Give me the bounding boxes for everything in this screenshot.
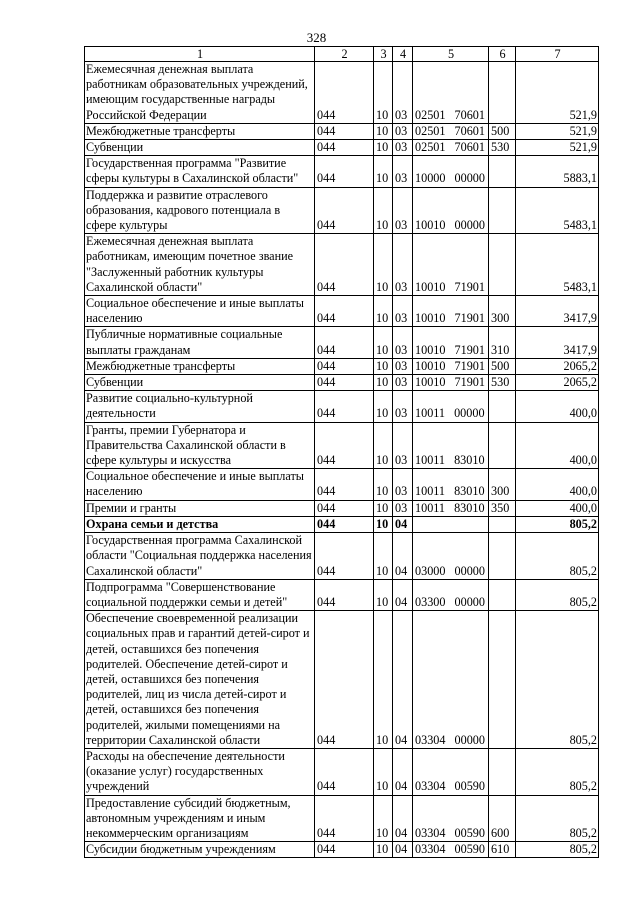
table-row bbox=[85, 327, 599, 358]
row-code-cell: 044 bbox=[315, 391, 374, 422]
row-subsection-cell: 04 bbox=[393, 533, 413, 580]
row-amount-cell: 805,2 bbox=[516, 579, 599, 610]
row-code-cell: 044 bbox=[315, 516, 374, 532]
row-expense-type-cell bbox=[489, 156, 516, 187]
page-number: 328 bbox=[306, 30, 327, 45]
row-section-cell: 10 bbox=[374, 516, 393, 532]
header-row bbox=[85, 47, 599, 62]
row-subsection-cell: 03 bbox=[393, 140, 413, 156]
table-row bbox=[85, 296, 599, 327]
table-row bbox=[85, 375, 599, 391]
row-subsection-cell: 03 bbox=[393, 422, 413, 469]
row-target-item-cell: 10010 71901 bbox=[413, 375, 489, 391]
row-name-cell: Государственная программа "Развитие сферы культуры в Сахалинской области" bbox=[85, 156, 315, 187]
row-section-cell: 10 bbox=[374, 358, 393, 374]
row-amount-cell: 400,0 bbox=[516, 500, 599, 516]
row-expense-type-cell bbox=[489, 391, 516, 422]
row-target-item-cell: 10010 00000 bbox=[413, 187, 489, 234]
row-target-item-cell: 10010 71901 bbox=[413, 234, 489, 296]
row-expense-type-cell bbox=[489, 611, 516, 749]
row-section-cell: 10 bbox=[374, 422, 393, 469]
row-section-cell: 10 bbox=[374, 234, 393, 296]
row-amount-cell: 521,9 bbox=[516, 123, 599, 139]
row-target-item-cell: 10010 71901 bbox=[413, 358, 489, 374]
row-expense-type-cell bbox=[489, 748, 516, 795]
row-subsection-cell: 04 bbox=[393, 579, 413, 610]
row-code-cell: 044 bbox=[315, 842, 374, 858]
row-expense-type-cell bbox=[489, 579, 516, 610]
row-target-item-cell: 10010 71901 bbox=[413, 296, 489, 327]
row-code-cell: 044 bbox=[315, 234, 374, 296]
row-subsection-cell: 03 bbox=[393, 234, 413, 296]
row-section-cell: 10 bbox=[374, 500, 393, 516]
row-name-cell: Социальное обеспечение и иные выплаты населению bbox=[85, 296, 315, 327]
row-code-cell: 044 bbox=[315, 795, 374, 842]
table-row bbox=[85, 62, 599, 124]
row-name-cell: Субвенции bbox=[85, 375, 315, 391]
row-expense-type-cell: 500 bbox=[489, 358, 516, 374]
table-row bbox=[85, 842, 599, 858]
row-code-cell: 044 bbox=[315, 140, 374, 156]
row-section-cell: 10 bbox=[374, 533, 393, 580]
table-row bbox=[85, 611, 599, 749]
row-amount-cell: 5483,1 bbox=[516, 187, 599, 234]
row-code-cell: 044 bbox=[315, 187, 374, 234]
table-row bbox=[85, 123, 599, 139]
row-name-cell: Государственная программа Сахалинской области "Социальная поддержка населения Сахалинской области" bbox=[85, 533, 315, 580]
row-subsection-cell: 03 bbox=[393, 187, 413, 234]
row-target-item-cell: 03300 00000 bbox=[413, 579, 489, 610]
row-expense-type-cell bbox=[489, 422, 516, 469]
row-section-cell: 10 bbox=[374, 327, 393, 358]
row-amount-cell: 3417,9 bbox=[516, 296, 599, 327]
row-name-cell: Межбюджетные трансферты bbox=[85, 123, 315, 139]
row-target-item-cell: 10010 71901 bbox=[413, 327, 489, 358]
header-cell: 2 bbox=[315, 47, 374, 62]
row-subsection-cell: 03 bbox=[393, 358, 413, 374]
row-name-cell: Обеспечение своевременной реализации социальных прав и гарантий детей-сирот и детей, оставшихся без попечения родителей. Обеспечение детей-сирот и детей, оставшихся без попечения родителей, лиц из числа детей-сирот и детей, оставшихся без попечения родителей, жилыми помещениями на территории Сахалинской области bbox=[85, 611, 315, 749]
row-target-item-cell: 10000 00000 bbox=[413, 156, 489, 187]
row-target-item-cell: 03304 00590 bbox=[413, 842, 489, 858]
row-amount-cell: 400,0 bbox=[516, 469, 599, 500]
table-row bbox=[85, 469, 599, 500]
header-cell: 5 bbox=[413, 47, 489, 62]
row-section-cell: 10 bbox=[374, 579, 393, 610]
row-code-cell: 044 bbox=[315, 62, 374, 124]
row-target-item-cell: 02501 70601 bbox=[413, 123, 489, 139]
row-expense-type-cell: 310 bbox=[489, 327, 516, 358]
row-target-item-cell bbox=[413, 516, 489, 532]
row-code-cell: 044 bbox=[315, 422, 374, 469]
header-cell: 6 bbox=[489, 47, 516, 62]
row-expense-type-cell: 530 bbox=[489, 140, 516, 156]
row-target-item-cell: 02501 70601 bbox=[413, 62, 489, 124]
row-subsection-cell: 03 bbox=[393, 327, 413, 358]
row-code-cell: 044 bbox=[315, 358, 374, 374]
row-amount-cell: 805,2 bbox=[516, 611, 599, 749]
header-cell: 1 bbox=[85, 47, 315, 62]
row-section-cell: 10 bbox=[374, 123, 393, 139]
table-row bbox=[85, 391, 599, 422]
row-section-cell: 10 bbox=[374, 140, 393, 156]
row-code-cell: 044 bbox=[315, 296, 374, 327]
row-section-cell: 10 bbox=[374, 842, 393, 858]
row-code-cell: 044 bbox=[315, 500, 374, 516]
row-subsection-cell: 04 bbox=[393, 795, 413, 842]
row-amount-cell: 2065,2 bbox=[516, 375, 599, 391]
row-target-item-cell: 10011 83010 bbox=[413, 500, 489, 516]
row-expense-type-cell: 500 bbox=[489, 123, 516, 139]
row-name-cell: Субсидии бюджетным учреждениям bbox=[85, 842, 315, 858]
row-expense-type-cell bbox=[489, 533, 516, 580]
row-expense-type-cell: 610 bbox=[489, 842, 516, 858]
row-section-cell: 10 bbox=[374, 62, 393, 124]
row-section-cell: 10 bbox=[374, 391, 393, 422]
row-target-item-cell: 03304 00590 bbox=[413, 748, 489, 795]
row-expense-type-cell: 300 bbox=[489, 469, 516, 500]
row-name-cell: Предоставление субсидий бюджетным, автономным учреждениям и иным некоммерческим организациям bbox=[85, 795, 315, 842]
row-section-cell: 10 bbox=[374, 296, 393, 327]
row-code-cell: 044 bbox=[315, 327, 374, 358]
row-code-cell: 044 bbox=[315, 579, 374, 610]
row-expense-type-cell: 300 bbox=[489, 296, 516, 327]
row-code-cell: 044 bbox=[315, 611, 374, 749]
row-section-cell: 10 bbox=[374, 611, 393, 749]
row-expense-type-cell bbox=[489, 516, 516, 532]
row-expense-type-cell bbox=[489, 234, 516, 296]
table-row bbox=[85, 795, 599, 842]
row-subsection-cell: 04 bbox=[393, 842, 413, 858]
row-target-item-cell: 02501 70601 bbox=[413, 140, 489, 156]
row-target-item-cell: 03304 00000 bbox=[413, 611, 489, 749]
row-name-cell: Ежемесячная денежная выплата работникам, имеющим почетное звание "Заслуженный работник культуры Сахалинской области" bbox=[85, 234, 315, 296]
row-subsection-cell: 03 bbox=[393, 375, 413, 391]
row-expense-type-cell: 600 bbox=[489, 795, 516, 842]
table-row bbox=[85, 140, 599, 156]
row-code-cell: 044 bbox=[315, 156, 374, 187]
row-amount-cell: 5483,1 bbox=[516, 234, 599, 296]
row-name-cell: Ежемесячная денежная выплата работникам образовательных учреждений, имеющим государственные награды Российской Федерации bbox=[85, 62, 315, 124]
row-section-cell: 10 bbox=[374, 156, 393, 187]
row-target-item-cell: 03000 00000 bbox=[413, 533, 489, 580]
row-amount-cell: 805,2 bbox=[516, 842, 599, 858]
row-amount-cell: 805,2 bbox=[516, 516, 599, 532]
row-amount-cell: 805,2 bbox=[516, 748, 599, 795]
table-row bbox=[85, 516, 599, 532]
row-target-item-cell: 10011 83010 bbox=[413, 422, 489, 469]
row-amount-cell: 2065,2 bbox=[516, 358, 599, 374]
table-row bbox=[85, 422, 599, 469]
row-code-cell: 044 bbox=[315, 533, 374, 580]
row-name-cell: Развитие социально-культурной деятельности bbox=[85, 391, 315, 422]
table-row bbox=[85, 156, 599, 187]
row-amount-cell: 805,2 bbox=[516, 795, 599, 842]
row-name-cell: Поддержка и развитие отраслевого образования, кадрового потенциала в сфере культуры bbox=[85, 187, 315, 234]
row-code-cell: 044 bbox=[315, 375, 374, 391]
row-name-cell: Охрана семьи и детства bbox=[85, 516, 315, 532]
row-amount-cell: 5883,1 bbox=[516, 156, 599, 187]
row-subsection-cell: 03 bbox=[393, 156, 413, 187]
table-row bbox=[85, 533, 599, 580]
table-row bbox=[85, 187, 599, 234]
row-name-cell: Публичные нормативные социальные выплаты гражданам bbox=[85, 327, 315, 358]
row-subsection-cell: 03 bbox=[393, 296, 413, 327]
row-expense-type-cell bbox=[489, 187, 516, 234]
row-amount-cell: 400,0 bbox=[516, 391, 599, 422]
row-section-cell: 10 bbox=[374, 375, 393, 391]
row-code-cell: 044 bbox=[315, 748, 374, 795]
header-cell: 3 bbox=[374, 47, 393, 62]
row-section-cell: 10 bbox=[374, 795, 393, 842]
row-expense-type-cell bbox=[489, 62, 516, 124]
row-target-item-cell: 10011 83010 bbox=[413, 469, 489, 500]
row-subsection-cell: 04 bbox=[393, 516, 413, 532]
row-subsection-cell: 03 bbox=[393, 123, 413, 139]
row-subsection-cell: 03 bbox=[393, 391, 413, 422]
row-name-cell: Гранты, премии Губернатора и Правительства Сахалинской области в сфере культуры и искусства bbox=[85, 422, 315, 469]
row-code-cell: 044 bbox=[315, 469, 374, 500]
row-section-cell: 10 bbox=[374, 187, 393, 234]
header-cell: 4 bbox=[393, 47, 413, 62]
row-expense-type-cell: 350 bbox=[489, 500, 516, 516]
row-subsection-cell: 04 bbox=[393, 611, 413, 749]
row-subsection-cell: 03 bbox=[393, 62, 413, 124]
row-subsection-cell: 03 bbox=[393, 500, 413, 516]
row-amount-cell: 805,2 bbox=[516, 533, 599, 580]
row-name-cell: Премии и гранты bbox=[85, 500, 315, 516]
row-name-cell: Расходы на обеспечение деятельности (оказание услуг) государственных учреждений bbox=[85, 748, 315, 795]
row-expense-type-cell: 530 bbox=[489, 375, 516, 391]
row-amount-cell: 521,9 bbox=[516, 140, 599, 156]
header-cell: 7 bbox=[516, 47, 599, 62]
row-target-item-cell: 10011 00000 bbox=[413, 391, 489, 422]
row-subsection-cell: 03 bbox=[393, 469, 413, 500]
row-name-cell: Социальное обеспечение и иные выплаты населению bbox=[85, 469, 315, 500]
row-amount-cell: 521,9 bbox=[516, 62, 599, 124]
row-target-item-cell: 03304 00590 bbox=[413, 795, 489, 842]
row-name-cell: Подпрограмма "Совершенствование социальной поддержки семьи и детей" bbox=[85, 579, 315, 610]
table-row bbox=[85, 358, 599, 374]
row-name-cell: Субвенции bbox=[85, 140, 315, 156]
table-row bbox=[85, 500, 599, 516]
row-section-cell: 10 bbox=[374, 469, 393, 500]
table-row bbox=[85, 579, 599, 610]
row-subsection-cell: 04 bbox=[393, 748, 413, 795]
row-section-cell: 10 bbox=[374, 748, 393, 795]
table-row bbox=[85, 234, 599, 296]
row-amount-cell: 3417,9 bbox=[516, 327, 599, 358]
table-row bbox=[85, 748, 599, 795]
budget-table bbox=[84, 46, 599, 858]
row-amount-cell: 400,0 bbox=[516, 422, 599, 469]
row-code-cell: 044 bbox=[315, 123, 374, 139]
row-name-cell: Межбюджетные трансферты bbox=[85, 358, 315, 374]
